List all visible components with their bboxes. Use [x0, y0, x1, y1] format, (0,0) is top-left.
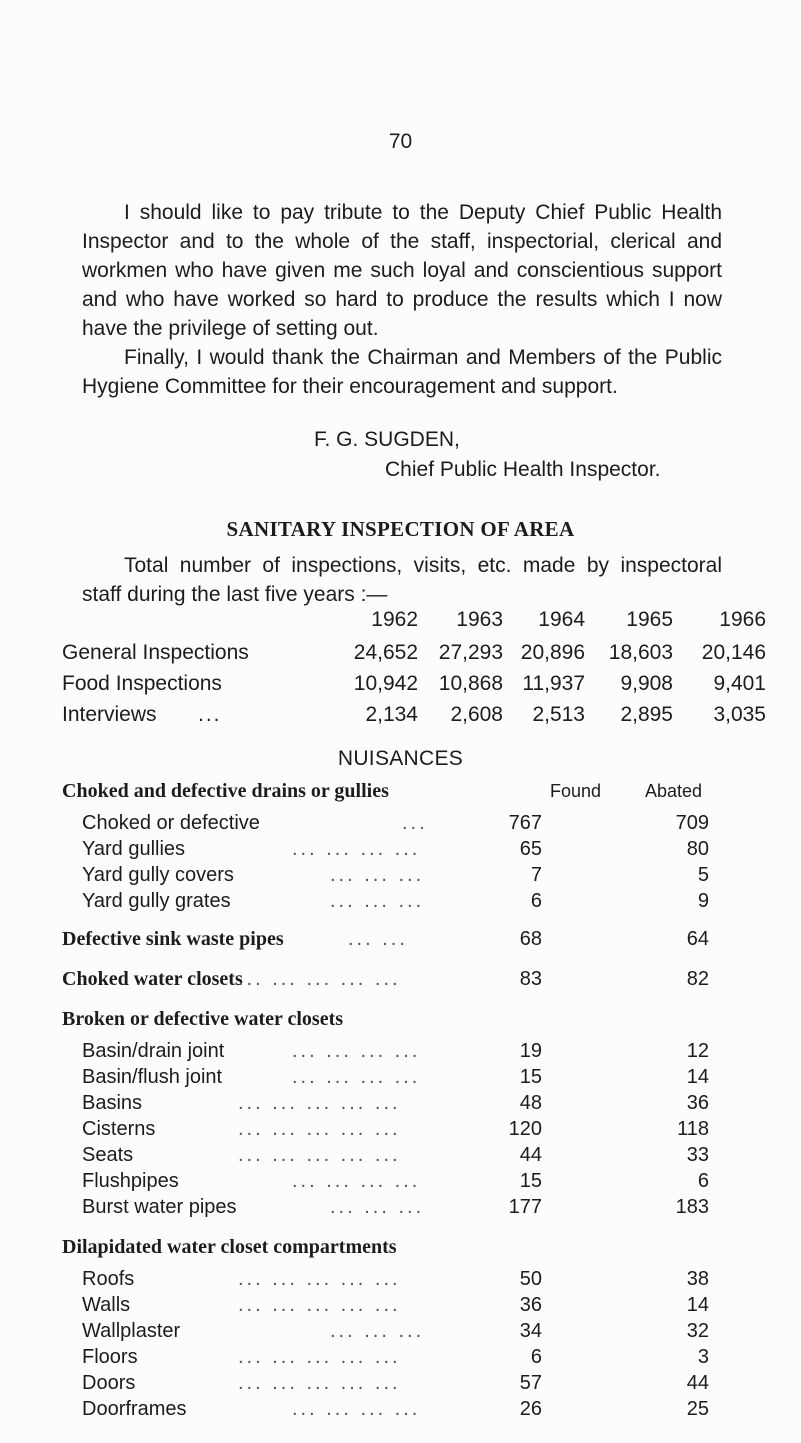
row-label: Yard gully grates: [82, 890, 231, 912]
abated-value: 6: [697, 1170, 709, 1192]
found-value: 50: [519, 1268, 542, 1290]
row-label: Doors: [82, 1372, 136, 1394]
abated-value: 36: [686, 1092, 709, 1114]
row-label: Burst water pipes: [82, 1196, 237, 1218]
row-label: Basin/flush joint: [82, 1066, 223, 1088]
row-label: Flushpipes: [82, 1170, 179, 1192]
dot-leader: ... ... ...: [330, 1320, 425, 1342]
table-row: [0, 1196, 801, 1220]
found-value: 83: [519, 968, 542, 990]
row-label: Basin/drain joint: [82, 1040, 225, 1062]
found-value: 19: [519, 1040, 542, 1062]
table-row: [0, 1372, 801, 1396]
row-label: Basins: [82, 1092, 143, 1114]
abated-value: 709: [675, 812, 709, 834]
nuisances-heading: NUISANCES: [337, 747, 464, 770]
section-closets: Choked water closets: [62, 968, 243, 990]
dot-leader: ... ... ... ... ...: [238, 1118, 401, 1140]
dot-leader: ... ... ... ...: [292, 1040, 421, 1062]
dot-leader: ... ... ... ...: [292, 1170, 421, 1192]
abated-value: 32: [686, 1320, 709, 1342]
table-cell: 9,908: [620, 672, 673, 695]
abated-value: 5: [697, 864, 709, 886]
table-row: [0, 838, 801, 862]
found-value: 26: [519, 1398, 542, 1420]
table-cell: 11,937: [522, 672, 585, 695]
found-value: 6: [530, 1346, 542, 1368]
table-cell: 20,146: [701, 641, 766, 664]
abated-value: 12: [686, 1040, 709, 1062]
abated-value: 14: [686, 1066, 709, 1088]
table-cell: 2,513: [532, 703, 585, 726]
table-cell: 2,608: [450, 703, 503, 726]
dot-leader: ... ... ...: [330, 864, 425, 886]
dot-leader: ... ... ... ...: [292, 1066, 421, 1088]
table-cell: 18,603: [608, 641, 673, 664]
row-label: Cisterns: [82, 1118, 156, 1140]
abated-value: 25: [686, 1398, 709, 1420]
row-label: Yard gullies: [82, 838, 186, 860]
found-value: 120: [508, 1118, 542, 1140]
abated-value: 64: [686, 928, 709, 950]
dot-leader: ...: [198, 703, 222, 726]
table-row: [0, 968, 801, 992]
row-label: Seats: [82, 1144, 134, 1166]
row-label: Choked or defective: [82, 812, 260, 834]
abated-value: 80: [686, 838, 709, 860]
page-number: 70: [388, 130, 413, 153]
table-row: [0, 1294, 801, 1318]
table-row: [0, 890, 801, 914]
dot-leader: ... ... ... ... ...: [238, 1346, 401, 1368]
row-label: Walls: [82, 1294, 131, 1316]
five-year-table: [0, 608, 801, 726]
table-row: [0, 1268, 801, 1292]
found-value: 7: [530, 864, 542, 886]
tribute-paragraph: I should like to pay tribute to the Deputy Chief Public Health Inspector and to the whole of the staff, inspectorial, clerical and workmen who have given me such loyal and conscientious support and who have worked so hard to produce the results which I now have the privilege of setting out.: [82, 201, 722, 340]
table-cell: 20,896: [520, 641, 585, 664]
found-value: 6: [530, 890, 542, 912]
dot-leader: ... ... ... ...: [292, 838, 421, 860]
abated-value: 38: [686, 1268, 709, 1290]
year-header: 1964: [538, 608, 585, 631]
section-drains: Choked and defective drains or gullies: [62, 780, 389, 802]
table-cell: 27,293: [438, 641, 503, 664]
table-row: [0, 1040, 801, 1064]
abated-value: 9: [697, 890, 709, 912]
found-value: 44: [519, 1144, 542, 1166]
row-label: Food Inspections: [62, 672, 222, 695]
dot-leader: ... ... ... ... ...: [238, 1294, 401, 1316]
found-value: 177: [508, 1196, 542, 1218]
row-label: Interviews: [62, 703, 157, 726]
dot-leader: ... ... ... ... ...: [238, 1092, 401, 1114]
dot-leader: ... ... ... ... ...: [238, 1268, 401, 1290]
row-label: Roofs: [82, 1268, 135, 1290]
year-header: 1966: [719, 608, 766, 631]
table-row: [0, 928, 801, 952]
abated-value: 118: [677, 1118, 709, 1140]
col-found-header: Found: [550, 781, 602, 801]
abated-value: 3: [697, 1346, 709, 1368]
signature-name: F. G. SUGDEN,: [314, 428, 460, 451]
table-cell: 2,134: [365, 703, 418, 726]
abated-value: 183: [675, 1196, 709, 1218]
year-header: 1962: [371, 608, 418, 631]
found-value: 48: [519, 1092, 542, 1114]
abated-value: 33: [686, 1144, 709, 1166]
dot-leader: ... ... ...: [330, 890, 425, 912]
row-label: General Inspections: [62, 641, 249, 664]
table-cell: 24,652: [353, 641, 418, 664]
table-row: [0, 1170, 801, 1194]
found-value: 57: [519, 1372, 542, 1394]
table-row: [0, 1398, 801, 1422]
table-cell: 2,895: [620, 703, 673, 726]
thanks-paragraph: Finally, I would thank the Chairman and Members of the Public Hygiene Committee for their encouragement and support.: [82, 346, 722, 398]
abated-value: 44: [686, 1372, 709, 1394]
found-value: 767: [508, 812, 542, 834]
table-row: [0, 812, 801, 836]
found-value: 15: [519, 1066, 542, 1088]
sanitary-intro: Total number of inspections, visits, etc. made by inspectoral staff during the last five years :—: [82, 554, 722, 606]
table-cell: 9,401: [713, 672, 766, 695]
table-row: [0, 864, 801, 888]
found-value: 65: [519, 838, 542, 860]
found-value: 34: [519, 1320, 542, 1342]
abated-value: 14: [686, 1294, 709, 1316]
year-header: 1965: [626, 608, 673, 631]
row-label: Floors: [82, 1346, 138, 1368]
dot-leader: ... ... ... ... ...: [238, 1372, 401, 1394]
dot-leader: ... ... ... ... ...: [238, 1144, 401, 1166]
table-cell: 10,868: [438, 672, 503, 695]
dot-leader: ...: [402, 812, 428, 834]
table-row: [0, 1118, 801, 1142]
dot-leader: ... ... ... ... ...: [238, 968, 401, 990]
found-value: 36: [519, 1294, 542, 1316]
row-label: Yard gully covers: [82, 864, 234, 886]
row-label: Wallplaster: [82, 1320, 181, 1342]
table-cell: 3,035: [713, 703, 766, 726]
dot-leader: ... ... ...: [330, 1196, 425, 1218]
found-value: 15: [519, 1170, 542, 1192]
section-broken: Broken or defective water closets: [62, 1008, 344, 1030]
sanitary-inspection-heading: SANITARY INSPECTION OF AREA: [226, 517, 575, 541]
table-cell: 10,942: [353, 672, 418, 695]
table-row: [0, 1066, 801, 1090]
section-sink: Defective sink waste pipes: [62, 928, 284, 950]
year-header: 1963: [456, 608, 503, 631]
found-value: 68: [519, 928, 542, 950]
col-abated-header: Abated: [645, 781, 703, 801]
section-dilapidated: Dilapidated water closet compartments: [62, 1236, 397, 1258]
table-row: [0, 1144, 801, 1168]
dot-leader: ... ... ... ...: [292, 1398, 421, 1420]
table-row: [0, 1320, 801, 1344]
table-row: [0, 1346, 801, 1370]
table-row: [0, 1092, 801, 1116]
row-label: Doorframes: [82, 1398, 187, 1420]
dot-leader: ... ...: [348, 928, 408, 950]
abated-value: 82: [686, 968, 709, 990]
signature-title: Chief Public Health Inspector.: [385, 458, 661, 481]
